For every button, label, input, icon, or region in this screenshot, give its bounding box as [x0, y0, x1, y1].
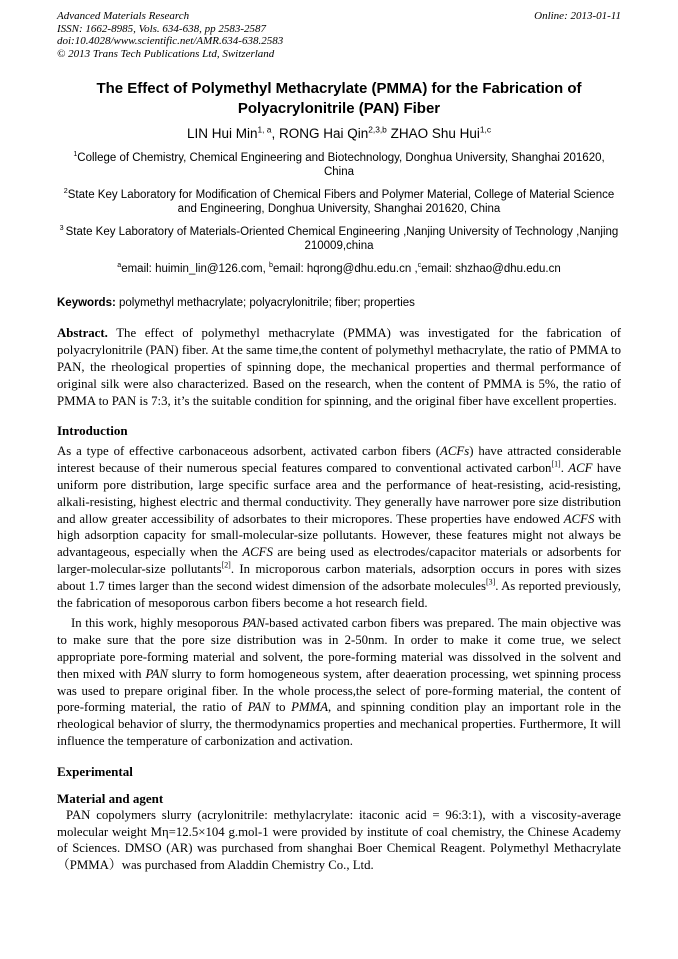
doi-line: doi:10.4028/www.scientific.net/AMR.634-638.2583	[57, 35, 284, 48]
journal-header	[57, 10, 621, 60]
abstract	[57, 325, 621, 409]
copyright-line: © 2013 Trans Tech Publications Ltd, Switzerland	[57, 47, 275, 60]
keywords-line	[57, 296, 621, 310]
experimental-paragraph-1: PAN copolymers slurry (acrylonitrile: methylacrylate: itaconic acid = 96:3:1), with a viscosity-average molecular weight Mη=12.5×104 g.mol-1 were provided by institute of coal chemistry, the Chinese Academy of Sciences. DMSO (AR) was purchased from shanghai Boer Chemical Reagent. Polymethyl Methacrylate（PMMA）was purchased from Aladdin Chemistry Co., Ltd.	[57, 807, 621, 873]
abstract-label: Abstract.	[57, 326, 108, 341]
abstract-text: The effect of polymethyl methacrylate (PMMA) was investigated for the fabrication of polyacrylonitrile (PAN) fiber. At the same time,the content of polymethyl methacrylate, the ratio of PMMA to PAN, the rheological properties of spinning dope, the mechanical properties and thermal performance of original silk were also characterized. Based on the research, when the content of PMMA is 5%, the ratio of PMMA to PAN is 7:3, it’s the suitable condition for spinning, and the original fiber have excellent properties.	[57, 326, 621, 408]
affiliation-2: $^2$State Key Laboratory for Modification of Chemical Fibers and Polymer Material, College of Material Science and Engineering, Donghua University, Shanghai 201620, China	[63, 187, 615, 216]
authors-line: LIN Hui Min$^{1, a}$, RONG Hai Qin$^{2,3,b}$ ZHAO Shu Hui$^{1,c}$	[186, 124, 492, 142]
journal-header-row	[57, 10, 621, 23]
affiliation-1: $^1$College of Chemistry, Chemical Engineering and Biotechnology, Donghua University, Shanghai 201620, China	[73, 150, 605, 179]
introduction-paragraph-1: As a type of effective carbonaceous adsorbent, activated carbon fibers (ACFs) have attracted considerable interest because of their numerous special features compared to conventional activated carbon[1]. ACF have uniform pore distribution, large specific surface area and the performance of heat-resisting, acid-resisting, alkali-resisting, highest electric and thermal conductivity. They generally have narrower pore size distribution and allow greater accessibility of adsorbates to their micropores. These properties have endowed ACFS with high adsorption capacity for small-molecular-size pollutants. However, these features might not always be advantageous, especially when the ACFS are being used as electrodes/capacitor materials or adsorbents for larger-molecular-size pollutants[2]. In microporous carbon materials, adsorption occurs in pores with sizes about 1.7 times larger than the second widest dimension of the adsorbate molecules[3]. As reported previously, the fabrication of mesoporous carbon fibers become a hot research field.	[57, 444, 622, 610]
issn-line: ISSN: 1662-8985, Vols. 634-638, pp 2583-2587	[57, 22, 266, 35]
subsection-heading-material-and-agent: Material and agent	[57, 790, 164, 806]
section-heading-experimental: Experimental	[57, 763, 133, 779]
paper-title: The Effect of Polymethyl Methacrylate (PMMA) for the Fabrication of Polyacrylonitrile (PAN) Fiber	[96, 80, 582, 118]
journal-name: Advanced Materials Research	[57, 10, 190, 22]
online-date: Online: 2013-01-11	[534, 10, 621, 22]
introduction-paragraph-2: In this work, highly mesoporous PAN-based activated carbon fibers was prepared. The main objective was to make sure that the pore size distribution was in 2-50nm. In order to make it come true, we select appropriate pore-forming material and solvent, the pore-forming material was dissolved in the solvent and then mixed with PAN slurry to form homogeneous system, after deaeration processing, wet spinning process was used to prepare original fiber. In the whole process,the select of pore-forming material, the content of pore-forming material, the ratio of PAN to PMMA, and spinning condition play an important role in the rheological behavior of slurry, the thermodynamics properties and mechanical properties. Furthermore, It will influence the temperature of carbonization and activation.	[57, 616, 621, 748]
keywords-label: Keywords:	[57, 297, 116, 310]
affiliation-3: $^3$ State Key Laboratory of Materials-Oriented Chemical Engineering ,Nanjing University of Technology ,Nanjing 210009,china	[59, 224, 619, 253]
author-emails: $^a$email: huimin_lin@126.com, $^b$email: hqrong@dhu.edu.cn ,$^c$email: shzhao@dhu.edu.cn	[117, 261, 561, 276]
keywords-text: polymethyl methacrylate; polyacrylonitrile; fiber; properties	[115, 297, 415, 310]
section-heading-introduction: Introduction	[57, 423, 128, 439]
